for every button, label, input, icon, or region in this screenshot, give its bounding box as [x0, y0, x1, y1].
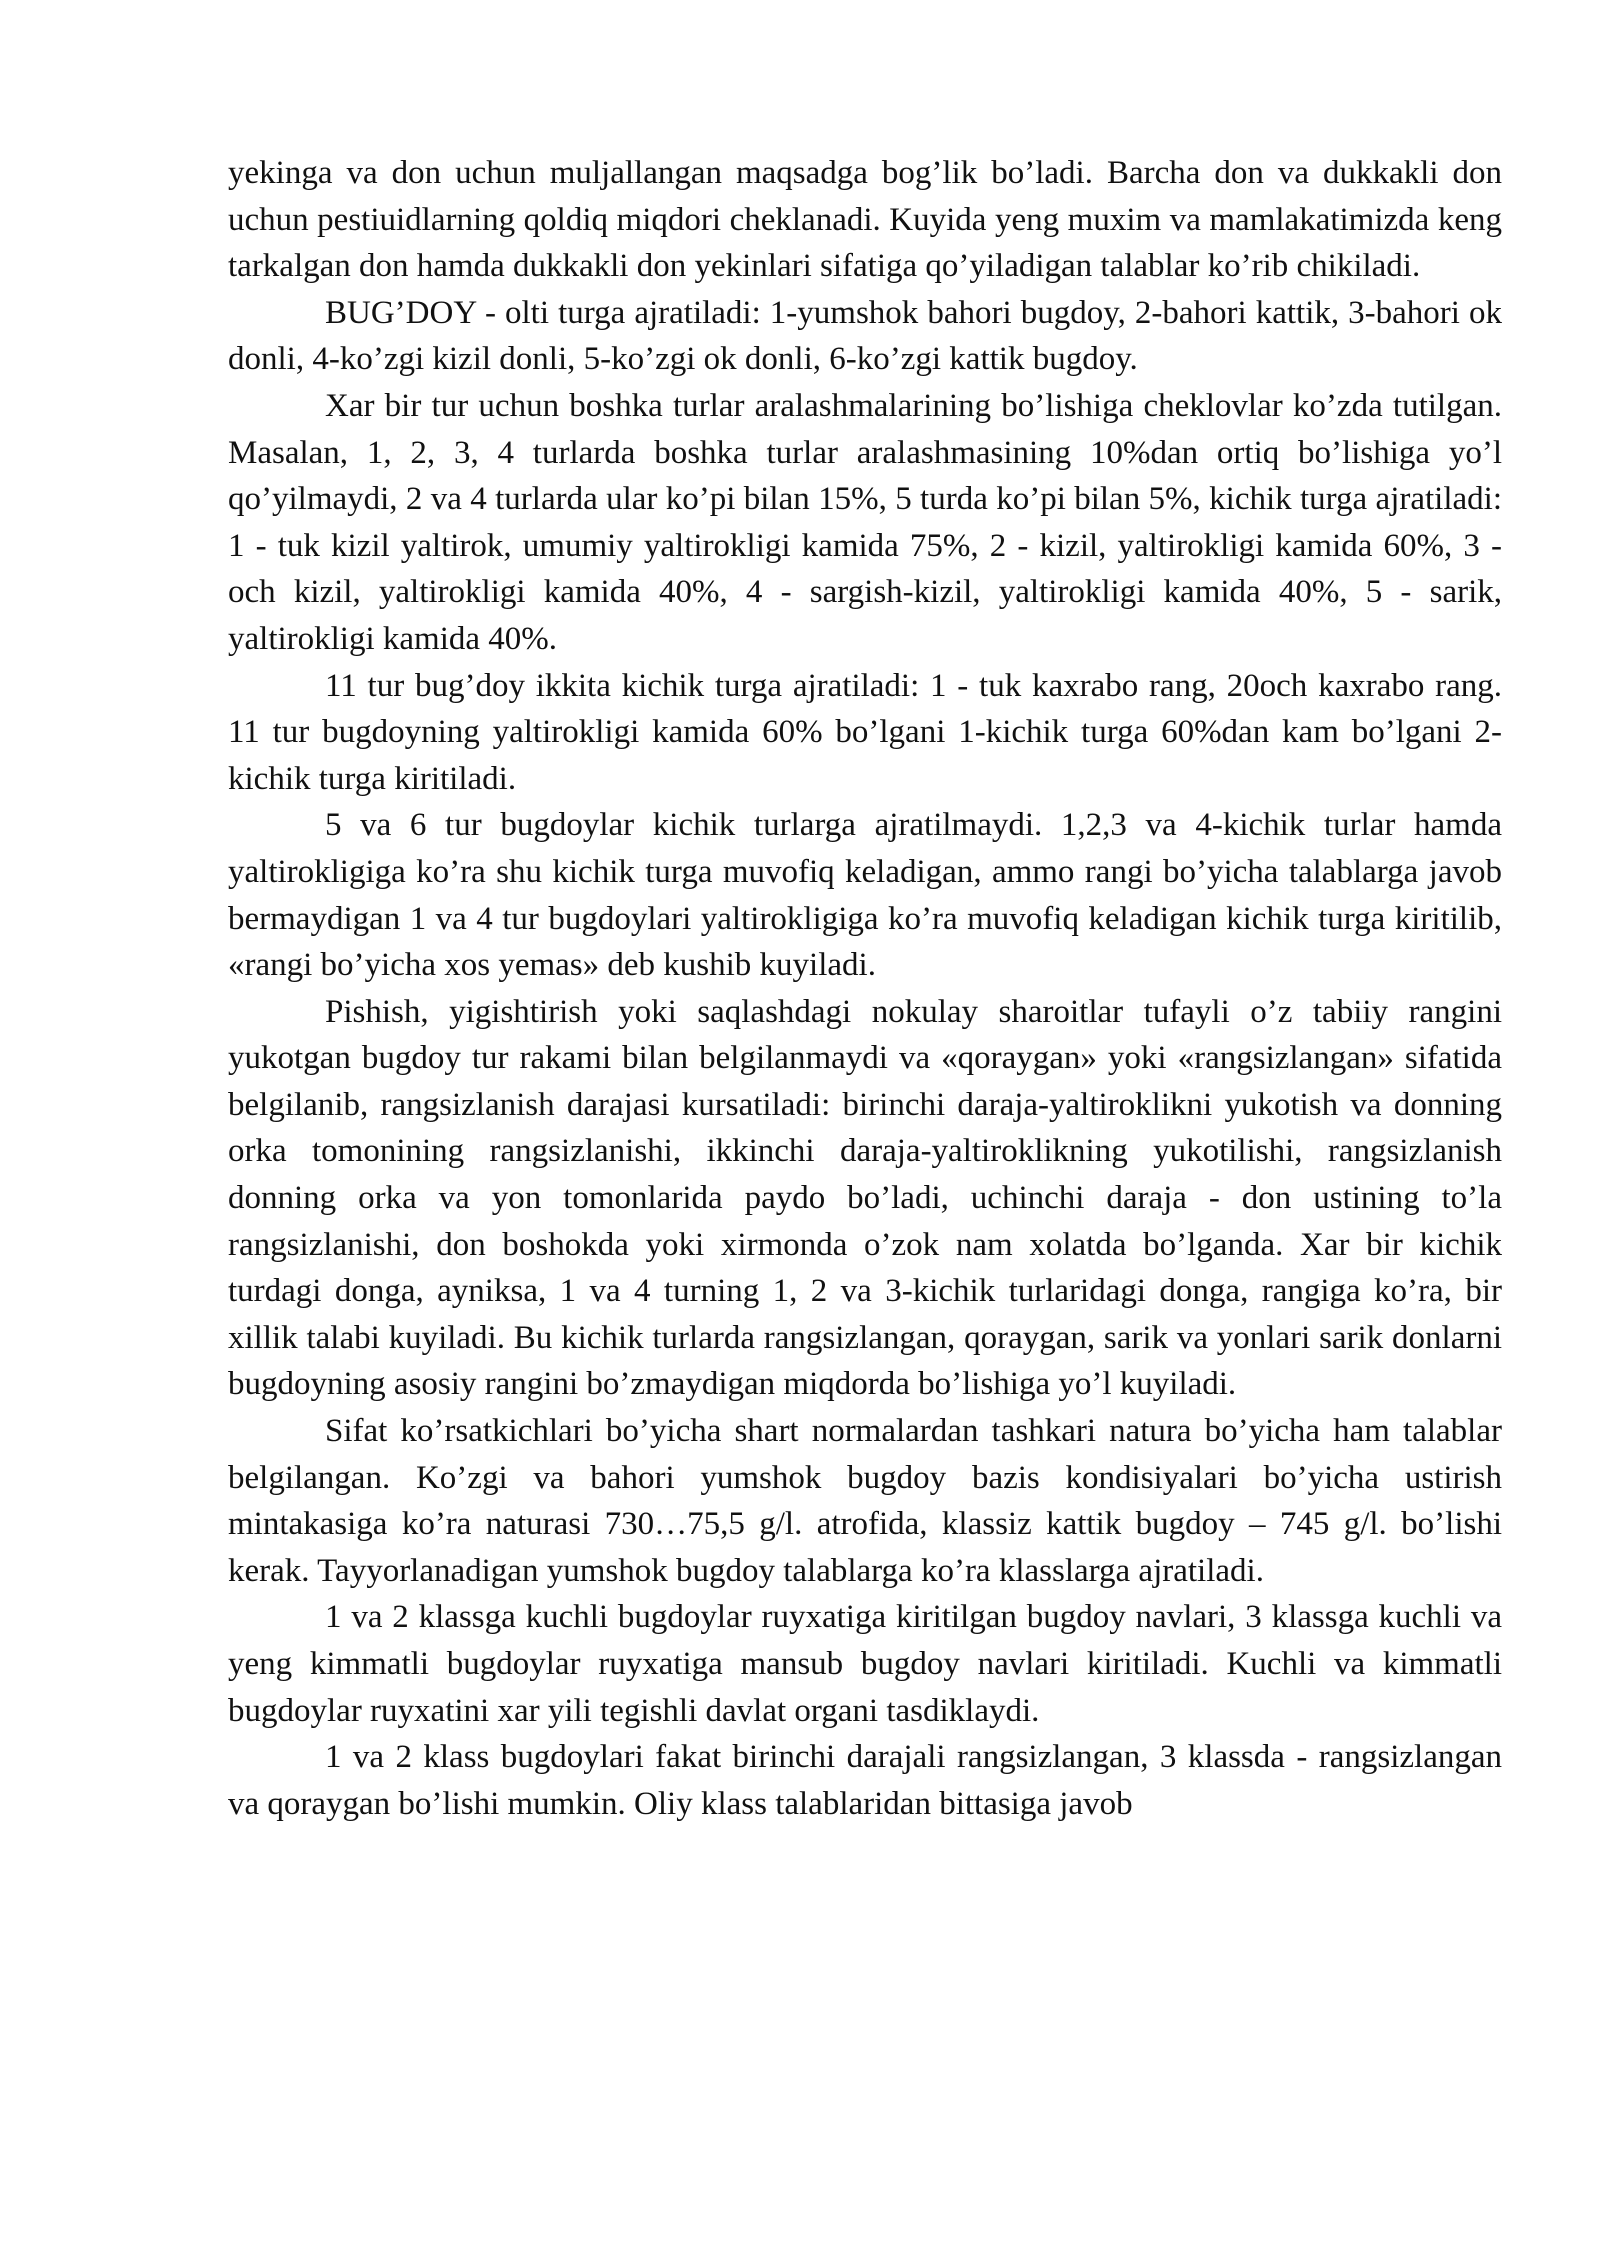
paragraph-2: BUG’DOY - olti turga ajratiladi: 1-yumshok bahori bugdoy, 2-bahori kattik, 3-bahori ok donli, 4-ko’zgi kizil donli, 5-ko’zgi ok donli, 6-ko’zgi kattik bugdoy.: [228, 294, 1502, 378]
paragraph-3: Xar bir tur uchun boshka turlar aralashmalarining bo’lishiga cheklovlar ko’zda tutilgan. Masalan, 1, 2, 3, 4 turlarda boshka turlar aralashmasining 10%dan ortiq bo’lishiga yo’l qo’yilmaydi, 2 va 4 turlarda ular ko’pi bilan 15%, 5 turda ko’pi bilan 5%, kichik turga ajratiladi: 1 - tuk kizil yaltirok, umumiy yaltirokligi kamida 75%, 2 - kizil, yaltirokligi kamida 60%, 3 - och kizil, yaltirokligi kamida 40%, 4 - sargish-kizil, yaltirokligi kamida 40%, 5 - sarik, yaltirokligi kamida 40%.: [228, 387, 1502, 657]
paragraph-4: 11 tur bug’doy ikkita kichik turga ajratiladi: 1 - tuk kaxrabo rang, 20och kaxrabo rang. 11 tur bugdoyning yaltirokligi kamida 60% bo’lgani 1-kichik turga 60%dan kam bo’lgani 2-kichik turga kiritiladi.: [228, 667, 1502, 797]
paragraph-9: 1 va 2 klass bugdoylari fakat birinchi darajali rangsizlangan, 3 klassda - rangsizlangan va qoraygan bo’lishi mumkin. Oliy klass talablaridan bittasiga javob: [228, 1739, 1502, 1822]
document-page: [228, 150, 1502, 1827]
paragraph-7: Sifat ko’rsatkichlari bo’yicha shart normalardan tashkari natura bo’yicha ham talablar belgilangan. Ko’zgi va bahori yumshok bugdoy bazis kondisiyalari bo’yicha ustirish mintakasiga ko’ra naturasi 730…75,5 g/l. atrofida, klassiz kattik bugdoy – 745 g/l. bo’lishi kerak. Tayyorlanadigan yumshok bugdoy talablarga ko’ra klasslarga ajratiladi.: [228, 1413, 1502, 1589]
paragraph-1: yekinga va don uchun muljallangan maqsadga bog’lik bo’ladi. Barcha don va dukkakli don uchun pestiuidlarning qoldiq miqdori cheklanadi. Kuyida yeng muxim va mamlakatimizda keng tarkalgan don hamda dukkakli don yekinlari sifatiga qo’yiladigan talablar ko’rib chikiladi.: [228, 155, 1502, 285]
paragraph-8: 1 va 2 klassga kuchli bugdoylar ruyxatiga kiritilgan bugdoy navlari, 3 klassga kuchli va yeng kimmatli bugdoylar ruyxatiga mansub bugdoy navlari kiritiladi. Kuchli va kimmatli bugdoylar ruyxatini xar yili tegishli davlat organi tasdiklaydi.: [228, 1599, 1502, 1729]
paragraph-6: Pishish, yigishtirish yoki saqlashdagi nokulay sharoitlar tufayli o’z tabiiy rangini yukotgan bugdoy tur rakami bilan belgilanmaydi va «qoraygan» yoki «rangsizlangan» sifatida belgilanib, rangsizlanish darajasi kursatiladi: birinchi daraja-yaltiroklikni yukotish va donning orka tomonining rangsizlanishi, ikkinchi daraja-yaltiroklikning yukotilishi, rangsizlanish donning orka va yon tomonlarida paydo bo’ladi, uchinchi daraja - don ustining to’la rangsizlanishi, don boshokda yoki xirmonda o’zok nam xolatda bo’lganda. Xar bir kichik turdagi donga, ayniksa, 1 va 4 turning 1, 2 va 3-kichik turlaridagi donga, rangiga ko’ra, bir xillik talabi kuyiladi. Bu kichik turlarda rangsizlangan, qoraygan, sarik va yonlari sarik donlarni bugdoyning asosiy rangini bo’zmaydigan miqdorda bo’lishiga yo’l kuyiladi.: [228, 993, 1502, 1403]
paragraph-5: 5 va 6 tur bugdoylar kichik turlarga ajratilmaydi. 1,2,3 va 4-kichik turlar hamda yaltirokligiga ko’ra shu kichik turga muvofiq keladigan, ammo rangi bo’yicha talablarga javob bermaydigan 1 va 4 tur bugdoylari yaltirokligiga ko’ra muvofiq keladigan kichik turga kiritilib, «rangi bo’yicha xos yemas» deb kushib kuyiladi.: [228, 807, 1502, 984]
